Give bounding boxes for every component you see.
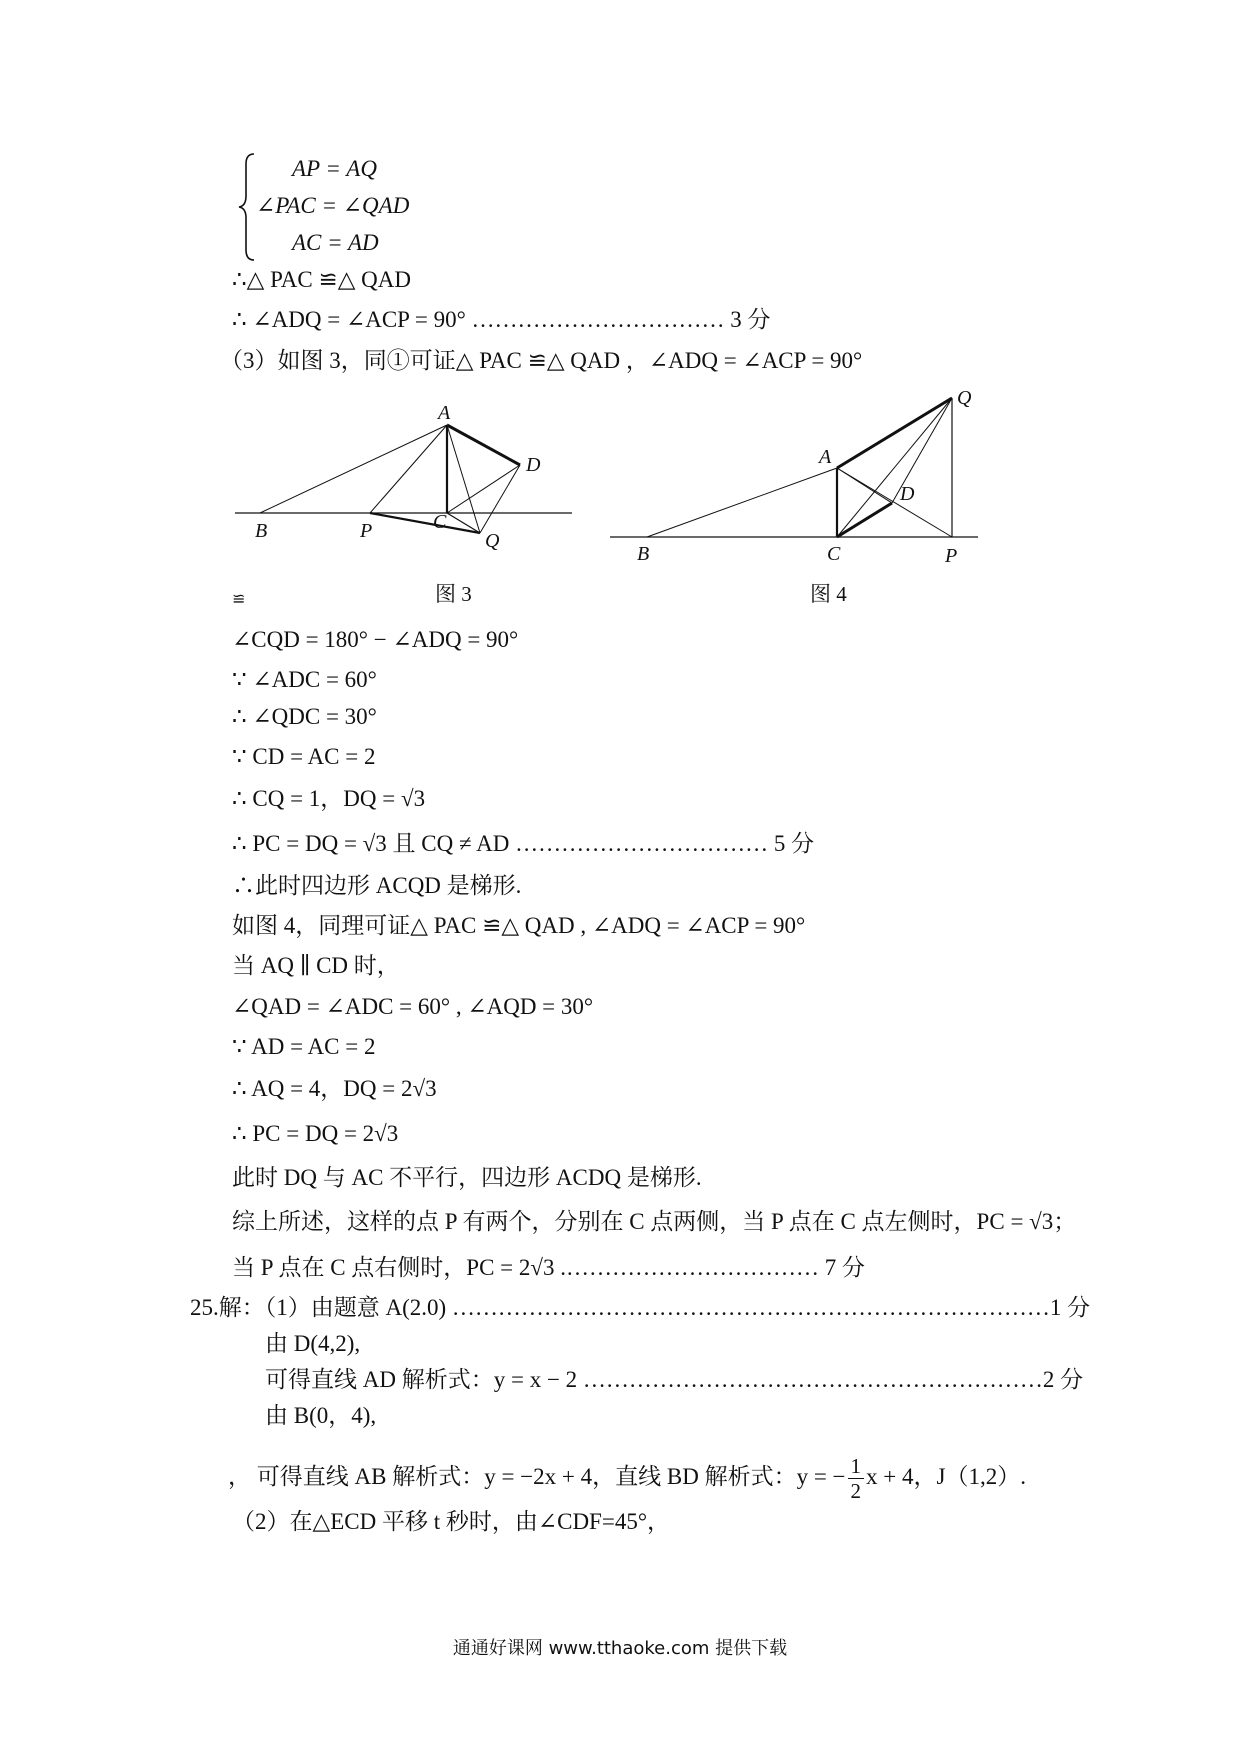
fig4-label-Q: Q xyxy=(957,387,972,409)
proof-line-5: ∠CQD = 180° − ∠ADQ = 90° xyxy=(232,627,519,652)
proof-line-4: ≌ xyxy=(232,591,246,608)
left-brace xyxy=(238,152,256,262)
system-row-2: ∠PAC = ∠QAD xyxy=(256,193,410,218)
proof-line-9: ∴ CQ = 1，DQ = √3 xyxy=(232,786,426,811)
fig4-label-B: B xyxy=(637,543,650,565)
figure-3 xyxy=(230,395,590,570)
proof-line-10: ∴ PC = DQ = √3 且 CQ ≠ AD …………………………… 5 分 xyxy=(232,831,815,856)
solution-25-line-3: 可得直线 AD 解析式：y = x − 2 ……………………………………………………2 分 xyxy=(265,1367,1084,1392)
line-5-text-b: x + 4，J（1,2）. xyxy=(866,1463,1026,1489)
proof-line-16: ∴ AQ = 4，DQ = 2√3 xyxy=(232,1076,437,1101)
proof-line-3: （3）如图 3，同①可证△ PAC ≌△ QAD ，∠ADQ = ∠ACP = 90° xyxy=(220,348,863,373)
fraction-one-half xyxy=(848,1454,865,1503)
fig3-label-Q: Q xyxy=(485,530,500,552)
fig4-label-C: C xyxy=(827,543,841,565)
system-row-3: AC = AD xyxy=(292,230,379,255)
proof-line-12: 如图 4，同理可证△ PAC ≌△ QAD , ∠ADQ = ∠ACP = 90° xyxy=(232,913,806,938)
line-5-text-a: ， 可得直线 AB 解析式：y = −2x + 4，直线 BD 解析式：y = − xyxy=(228,1463,846,1489)
proof-line-13: 当 AQ ∥ CD 时， xyxy=(232,953,400,978)
proof-line-8: ∵ CD = AC = 2 xyxy=(232,744,376,769)
proof-line-14: ∠QAD = ∠ADC = 60° , ∠AQD = 30° xyxy=(232,994,594,1019)
fraction-numerator: 1 xyxy=(848,1454,865,1479)
fig4-label-D: D xyxy=(900,483,915,505)
proof-line-20: 当 P 点在 C 点右侧时，PC = 2√3 .…………………………… 7 分 xyxy=(232,1255,866,1280)
fig3-caption: 图 3 xyxy=(435,582,472,606)
fig4-caption: 图 4 xyxy=(810,582,847,606)
solution-25-line-4: 由 B(0，4), xyxy=(265,1403,377,1428)
proof-line-15: ∵ AD = AC = 2 xyxy=(232,1034,376,1059)
fig4-label-A: A xyxy=(819,446,832,468)
system-row-1: AP = AQ xyxy=(292,156,377,181)
fig3-label-D: D xyxy=(526,454,541,476)
fig3-label-C: C xyxy=(433,511,447,533)
proof-line-18: 此时 DQ 与 AC 不平行，四边形 ACDQ 是梯形. xyxy=(232,1165,702,1190)
proof-line-2: ∴ ∠ADQ = ∠ACP = 90° …………………………… 3 分 xyxy=(232,307,771,332)
fig3-label-P: P xyxy=(360,520,373,542)
proof-line-6: ∵ ∠ADC = 60° xyxy=(232,667,377,692)
fig3-label-A: A xyxy=(438,402,451,424)
fraction-denominator: 2 xyxy=(850,1479,862,1503)
solution-25-line-1: 25.解：（1）由题意 A(2.0) ……………………………………………………………………1 分 xyxy=(190,1295,1091,1320)
solution-25-line-2: 由 D(4,2), xyxy=(265,1331,361,1356)
solution-25-line-6: （2）在△ECD 平移 t 秒时，由∠CDF=45°， xyxy=(232,1509,671,1534)
proof-line-7: ∴ ∠QDC = 30° xyxy=(232,704,377,729)
proof-line-19: 综上所述，这样的点 P 有两个，分别在 C 点两侧，当 P 点在 C 点左侧时，PC = √3； xyxy=(232,1209,1077,1234)
fig4-label-P: P xyxy=(945,545,958,567)
proof-line-11: ∴此时四边形 ACQD 是梯形. xyxy=(232,873,522,898)
figure-4 xyxy=(605,380,985,575)
proof-line-1: ∴△ PAC ≌△ QAD xyxy=(232,267,411,292)
page-footer: 通通好课网 www.tthaoke.com 提供下载 xyxy=(452,1638,788,1659)
fig3-label-B: B xyxy=(255,520,268,542)
solution-25-line-5 xyxy=(228,1454,1026,1503)
proof-line-17: ∴ PC = DQ = 2√3 xyxy=(232,1121,399,1146)
